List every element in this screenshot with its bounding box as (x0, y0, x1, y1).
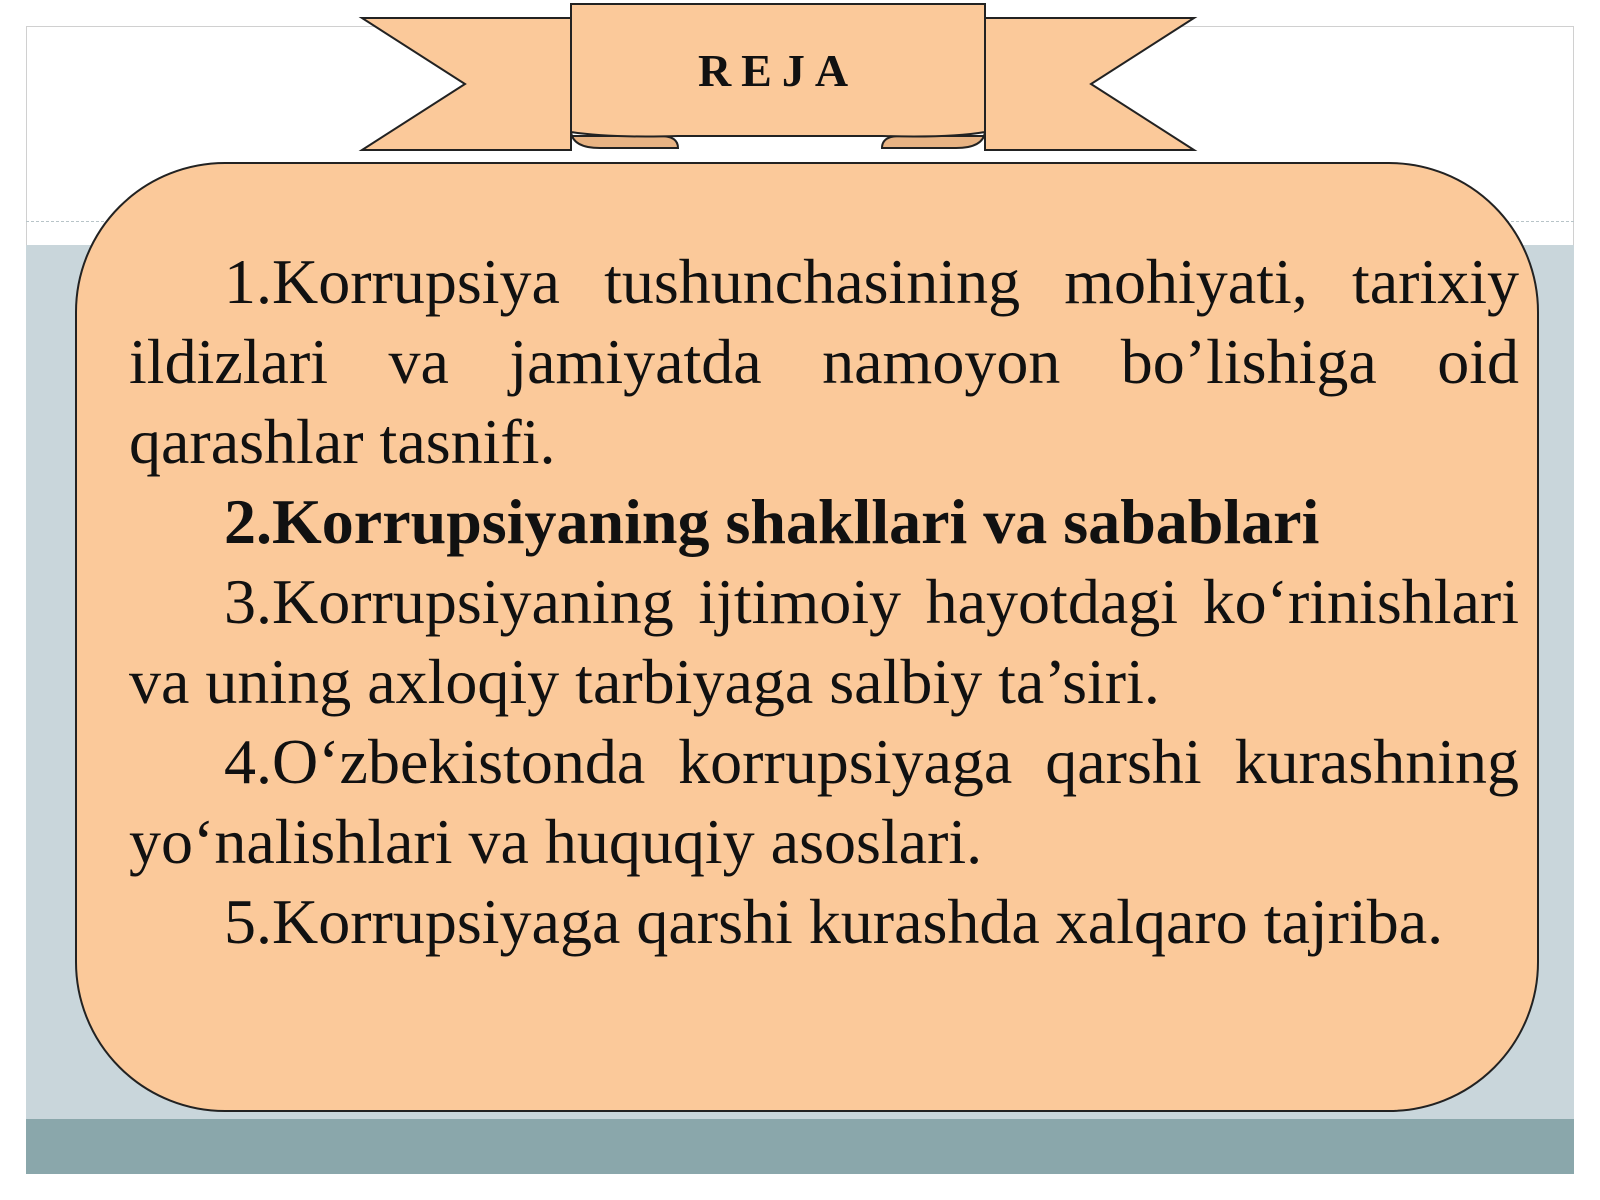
plan-list (129, 242, 1519, 962)
plan-item-1: 1.Korrupsiya tushunchasining mohiyati, tarixiy ildizlari va jamiyatda namoyon bo’lishiga oid qarashlar tasnifi. (129, 246, 1519, 477)
plan-item-3: 3.Korrupsiyaning ijtimoiy hayotdagi ko‘rinishlari va uning axloqiy tarbiyaga salbiy ta’siri. (129, 566, 1519, 717)
plan-item-4: 4.O‘zbekistonda korrupsiyaga qarshi kurashning yo‘nalishlari va huquqiy asoslari. (129, 726, 1519, 877)
plan-item-5: 5.Korrupsiyaga qarshi kurashda xalqaro tajriba. (224, 886, 1444, 957)
plan-item-2: 2.Korrupsiyaning shakllari va sabablari (224, 486, 1320, 557)
banner-title: REJA (697, 45, 859, 96)
footer-band (26, 1119, 1574, 1174)
